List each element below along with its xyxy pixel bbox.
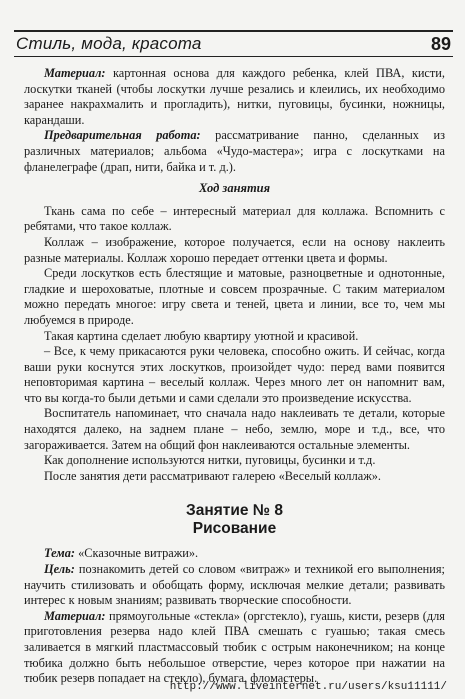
body-paragraph: Среди лоскутков есть блестящие и матовые, разноцветные и однотонные, гладкие и шероховатые, плотные и совсем прозрачные. С таким материалом можно передать многое: игру света и теней, цвета и линии, все то, чем мы любуемся в природе. bbox=[24, 266, 445, 327]
theme-lead: Тема: bbox=[44, 546, 76, 561]
body-paragraph: – Все, к чему прикасаются руки человека, способно ожить. И сейчас, когда ваши руки коснутся этих лоскутков, произойдет чудо: перед вами появится неповторимая картина – веселый коллаж. Через много лет он напомнит вам, что вы когда-то были детьми и сами сделали это произведение искусства. bbox=[24, 344, 445, 405]
goal-text: познакомить детей со словом «витраж» и техникой его выполнения; научить стилизовать и обобщать форму, исключая мелкие детали; развивать интерес к новым знаниям; развивать творческие способности. bbox=[24, 562, 445, 608]
section-heading: Ход занятия bbox=[198, 181, 271, 196]
prelim-text: рассматривание панно, сделанных из различных материалов; альбома «Чудо-мастера»; игра с лоскутками на фланелеграфе (драп, нити, байка и т. д.). bbox=[24, 128, 445, 174]
materials-paragraph bbox=[24, 66, 445, 128]
theme-text: «Сказочные витражи». bbox=[75, 546, 199, 561]
header-title: Стиль, мода, красота bbox=[16, 34, 202, 53]
body-paragraph: Воспитатель напоминает, что сначала надо наклеивать те детали, которые находятся далеко, на заднем плане – небо, землю, море и т.д., все, что загораживается. Затем на общий фон наклеиваются остальные элементы. bbox=[24, 406, 445, 452]
body-paragraph: После занятия дети рассматривают галерею «Веселый коллаж». bbox=[44, 468, 381, 483]
body-paragraph: Коллаж – изображение, которое получается, если на основу наклеить разные материалы. Коллаж хорошо передает оттенки цвета и формы. bbox=[24, 234, 445, 265]
watermark-url: http://www.liveinternet.ru/users/ksu11111/ bbox=[169, 681, 447, 693]
materials-lead: Материал: bbox=[44, 66, 106, 80]
prelim-paragraph bbox=[24, 128, 445, 175]
body-paragraph: Ткань сама по себе – интересный материал для коллажа. Вспомнить с ребятами, что такое коллаж. bbox=[24, 203, 445, 234]
page-content bbox=[24, 66, 445, 687]
lesson-heading bbox=[24, 502, 445, 538]
lesson-subject: Рисование bbox=[192, 520, 277, 538]
lesson-materials-lead: Материал: bbox=[44, 608, 106, 623]
materials-text: картонная основа для каждого ребенка, клей ПВА, кисти, лоскутки тканей (чтобы лоскутки лучше резались и клеились, их необходимо заранее накрахмалить и прогладить), нитки, пуговицы, бусинки, ножницы, карандаши. bbox=[24, 66, 445, 127]
goal-lead: Цель: bbox=[44, 562, 75, 577]
body-paragraph: Такая картина сделает любую квартиру уютной и красивой. bbox=[44, 328, 359, 343]
goal-paragraph bbox=[24, 562, 445, 609]
lesson-number: Занятие № 8 bbox=[186, 502, 283, 520]
theme-paragraph bbox=[24, 546, 445, 562]
lesson-materials-paragraph bbox=[24, 609, 445, 687]
body-paragraph: Как дополнение используются нитки, пуговицы, бусинки и т.д. bbox=[44, 453, 376, 468]
page-number: 89 bbox=[430, 33, 451, 54]
lesson-materials-text: прямоугольные «стекла» (оргстекло), гуашь, кисти, резерв (для приготовления резерва надо клей ПВА смешать с гуашью; такая смесь заливается в мягкий пластмассовый тюбик с острым наконечником; на конце тюбика должно быть небольшое отверстие, через которое при нажатии на тюбик резерв попадает на стекло), бумага, фломастеры. bbox=[24, 608, 445, 686]
running-header bbox=[14, 30, 453, 57]
prelim-lead: Предварительная работа: bbox=[44, 128, 201, 143]
